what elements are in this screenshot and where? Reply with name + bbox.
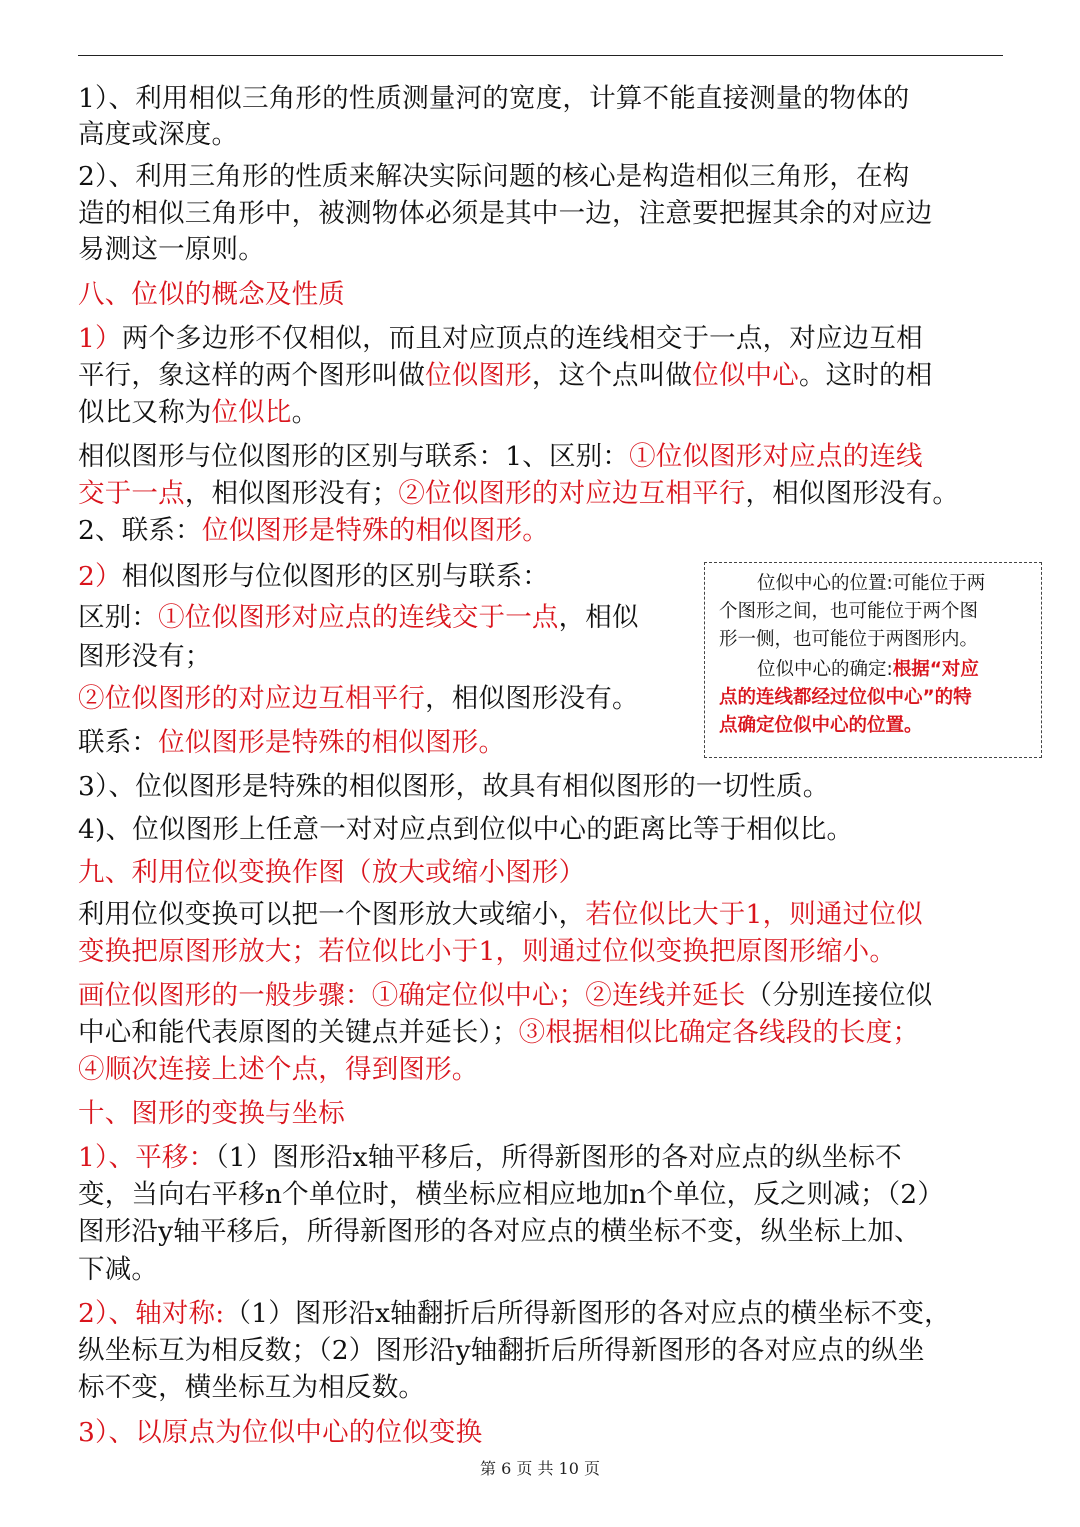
page-footer: 第 6 页 共 10 页 — [480, 1459, 600, 1478]
text-line: 纵坐标互为相反数；（2）图形沿y轴翻折后所得新图形的各对应点的纵坐 — [78, 1335, 925, 1366]
text-line: 1）、利用相似三角形的性质测量河的宽度，计算不能直接测量的物体的 — [78, 83, 910, 114]
section-heading-9: 九、利用位似变换作图（放大或缩小图形） — [78, 857, 586, 888]
note-line: 形一侧，也可能位于两图形内。 — [719, 629, 979, 650]
text-line: 1）、平移：（1）图形沿x轴平移后，所得新图形的各对应点的纵坐标不 — [78, 1142, 902, 1173]
text-line: 图形没有； — [78, 641, 212, 672]
section-heading-10: 十、图形的变换与坐标 — [78, 1098, 345, 1129]
note-line: 点确定位似中心的位置。 — [719, 715, 923, 736]
section-heading-8: 八、位似的概念及性质 — [78, 279, 345, 310]
text-line: 3）、位似图形是特殊的相似图形，故具有相似图形的一切性质。 — [78, 771, 830, 802]
text-line: 2）相似图形与位似图形的区别与联系： — [78, 561, 549, 592]
text-line: 变，当向右平移n个单位时，横坐标应相应地加n个单位，反之则减；（2） — [78, 1179, 945, 1210]
text-line: 4)、位似图形上任意一对对应点到位似中心的距离比等于相似比。 — [78, 814, 854, 845]
text-line: 易测这一原则。 — [78, 234, 265, 265]
text-line: ④顺次连接上述个点，得到图形。 — [78, 1054, 479, 1085]
text-line: 1）两个多边形不仅相似，而且对应顶点的连线相交于一点，对应边互相 — [78, 323, 923, 354]
note-line: 个图形之间，也可能位于两个图 — [719, 601, 979, 622]
text-line: 图形沿y轴平移后，所得新图形的各对应点的横坐标不变，纵坐标上加、 — [78, 1216, 921, 1247]
note-line: 点的连线都经过位似中心”的特 — [719, 687, 972, 708]
note-line: 位似中心的位置:可能位于两 — [757, 573, 986, 594]
text-line: 区别：①位似图形对应点的连线交于一点，相似 — [78, 602, 639, 633]
text-line: ②位似图形的对应边互相平行，相似图形没有。 — [78, 683, 639, 714]
text-line: 利用位似变换可以把一个图形放大或缩小，若位似比大于1，则通过位似 — [78, 899, 923, 930]
text-line: 下减。 — [78, 1254, 159, 1285]
text-line: 变换把原图形放大；若位似比小于1，则通过位似变换把原图形缩小。 — [78, 936, 897, 967]
text-line: 2）、轴对称:（1）图形沿x轴翻折后所得新图形的各对应点的横坐标不变， — [78, 1298, 951, 1329]
header-rule — [78, 55, 1003, 56]
text-line: 画位似图形的一般步骤：①确定位似中心；②连线并延长（分别连接位似 — [78, 980, 933, 1011]
text-line: 高度或深度。 — [78, 119, 239, 150]
text-line: 中心和能代表原图的关键点并延长）；③根据相似比确定各线段的长度； — [78, 1017, 920, 1048]
note-line: 位似中心的确定:根据“对应 — [757, 659, 979, 680]
text-line: 3）、以原点为位似中心的位似变换 — [78, 1417, 483, 1448]
text-line: 联系：位似图形是特殊的相似图形。 — [78, 727, 506, 758]
text-line: 造的相似三角形中，被测物体必须是其中一边，注意要把握其余的对应边 — [78, 198, 933, 229]
text-line: 交于一点，相似图形没有；②位似图形的对应边互相平行，相似图形没有。 — [78, 478, 960, 509]
note-box — [704, 562, 1042, 758]
text-line: 2、联系：位似图形是特殊的相似图形。 — [78, 515, 549, 546]
text-line: 似比又称为位似比。 — [78, 397, 319, 428]
text-line: 2）、利用三角形的性质来解决实际问题的核心是构造相似三角形，在构 — [78, 161, 910, 192]
text-line: 相似图形与位似图形的区别与联系：1、区别：①位似图形对应点的连线 — [78, 441, 923, 472]
text-line: 标不变，横坐标互为相反数。 — [78, 1372, 426, 1403]
text-line: 平行，象这样的两个图形叫做位似图形，这个点叫做位似中心。这时的相 — [78, 360, 933, 391]
